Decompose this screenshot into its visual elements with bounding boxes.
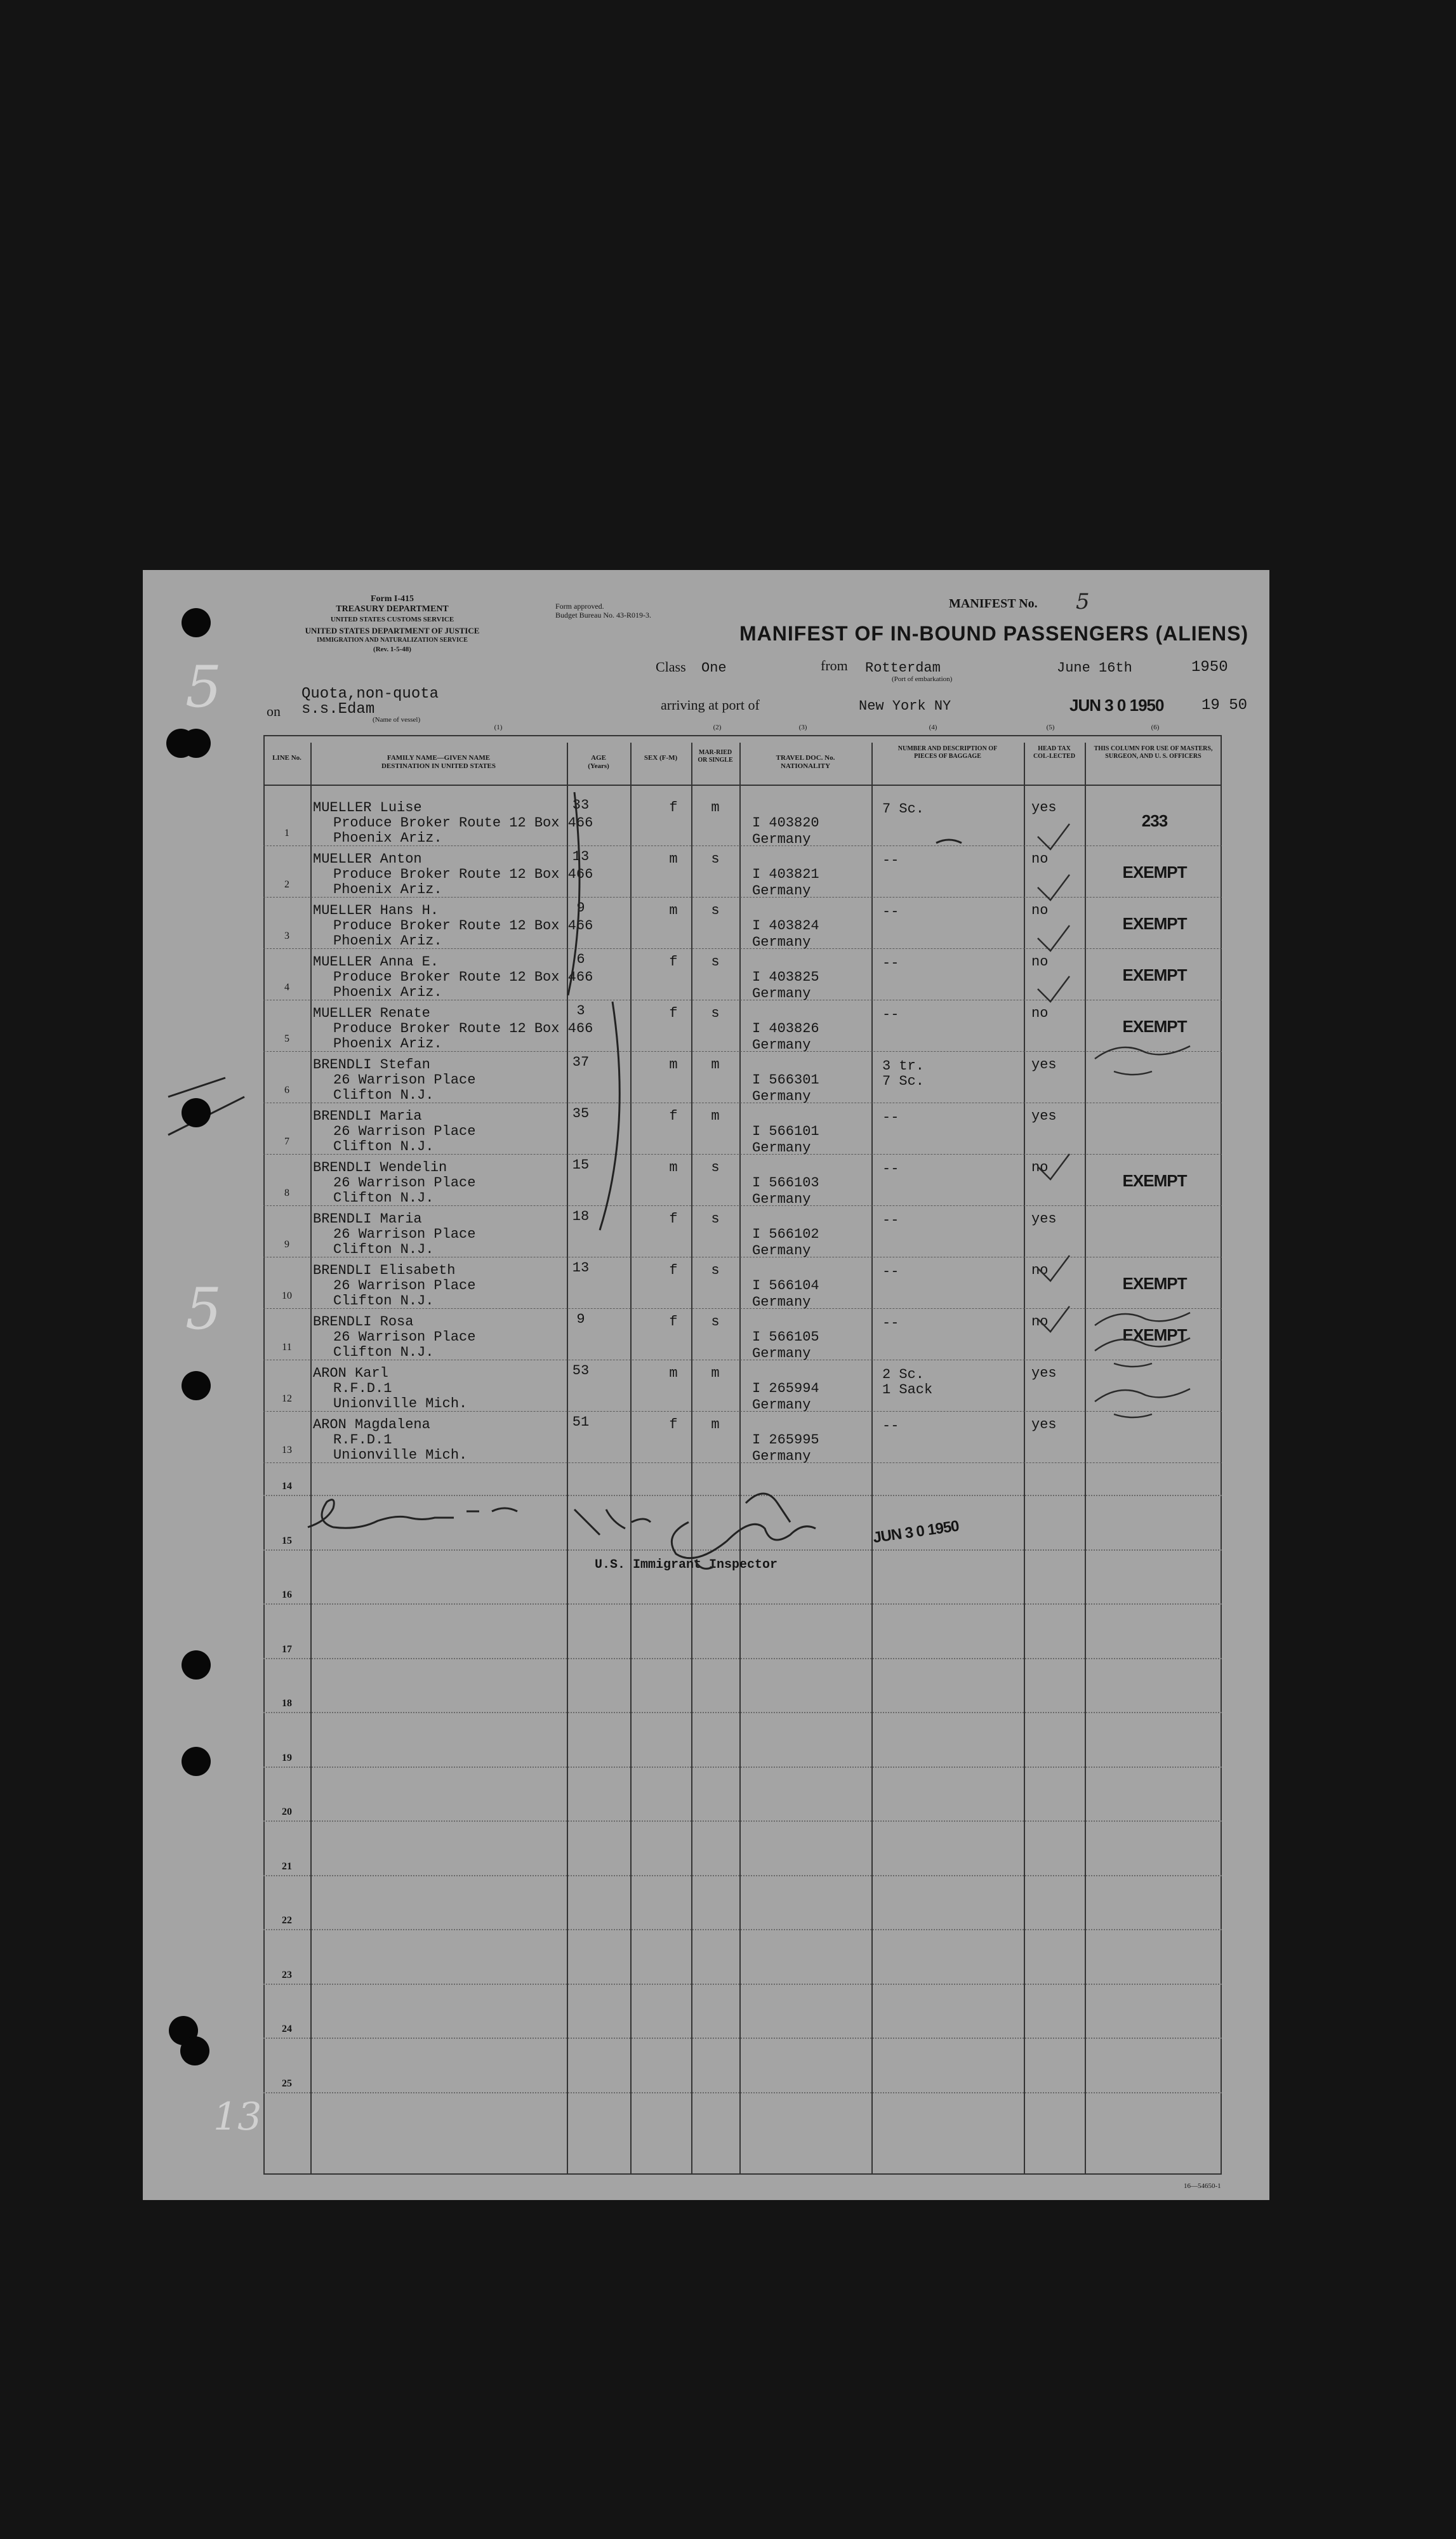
baggage-1: -- <box>882 1110 899 1125</box>
travel-doc: I 566104 <box>752 1278 819 1294</box>
line-number: 12 <box>282 1393 292 1404</box>
passenger-age: 9 <box>576 1311 585 1327</box>
arriving-port: New York NY <box>859 698 951 714</box>
vessel-note: (Name of vessel) <box>373 716 421 724</box>
binder-hole <box>182 729 211 758</box>
nationality: Germany <box>752 1397 811 1413</box>
passenger-name: BRENDLI Wendelin <box>313 1160 447 1176</box>
passenger-destination: 26 Warrison Place <box>333 1329 476 1345</box>
passenger-marital: m <box>711 1057 720 1073</box>
travel-doc: I 403824 <box>752 918 819 934</box>
nationality: Germany <box>752 986 811 1002</box>
nationality: Germany <box>752 1140 811 1156</box>
line-number: 6 <box>284 1085 289 1096</box>
colnum-3: (3) <box>798 724 807 731</box>
line-number: 5 <box>284 1033 289 1044</box>
nationality: Germany <box>752 934 811 950</box>
baggage-1: -- <box>882 1007 899 1023</box>
footer-date-stamp: JUN 3 0 1950 <box>871 1517 960 1547</box>
line-number: 9 <box>284 1239 289 1250</box>
departure-date: June 16th <box>1057 660 1132 676</box>
travel-doc: I 566102 <box>752 1226 819 1242</box>
passenger-city: Clifton N.J. <box>333 1344 434 1360</box>
officer-note: EXEMPT <box>1122 1274 1187 1293</box>
passenger-age: 13 <box>572 1260 590 1276</box>
form-number: Form I-415 <box>370 594 414 604</box>
binder-hole <box>182 608 211 637</box>
departure-year: 1950 <box>1191 659 1228 676</box>
line-number: 15 <box>282 1535 292 1546</box>
budget-bureau: Budget Bureau No. 43-R019-3. <box>555 611 651 620</box>
head-tax: no <box>1031 1263 1049 1278</box>
line-number: 3 <box>284 931 289 941</box>
officer-note: 233 <box>1141 811 1168 830</box>
col-header-age: AGE (Years) <box>588 754 609 770</box>
head-tax: no <box>1031 954 1049 970</box>
passenger-city: Phoenix Ariz. <box>333 984 442 1000</box>
margin-mark-mid: 5 <box>185 1276 222 1342</box>
from-label: from <box>821 658 848 673</box>
passenger-marital: s <box>711 954 720 970</box>
passenger-city: Unionville Mich. <box>333 1396 468 1412</box>
passenger-age: 33 <box>572 797 590 813</box>
passenger-age: 53 <box>572 1363 590 1379</box>
passenger-name: MUELLER Anna E. <box>313 954 439 970</box>
passenger-city: Phoenix Ariz. <box>333 1036 442 1052</box>
baggage-1: -- <box>882 1264 899 1280</box>
passenger-sex: m <box>669 1160 678 1176</box>
head-tax: yes <box>1031 1417 1057 1433</box>
form-code: 16—54650-1 <box>1184 2182 1221 2190</box>
line-number: 18 <box>282 1698 292 1709</box>
passenger-marital: s <box>711 851 720 867</box>
passenger-sex: f <box>669 1005 678 1021</box>
line-number: 2 <box>284 879 289 890</box>
travel-doc: I 403820 <box>752 815 819 831</box>
line-number: 7 <box>284 1136 289 1147</box>
col-header-use: THIS COLUMN FOR USE OF MASTERS, SURGEON, AND U. S. OFFICERS <box>1094 745 1213 760</box>
line-number: 24 <box>282 2024 292 2034</box>
travel-doc: I 403825 <box>752 969 819 985</box>
line-number: 11 <box>282 1342 292 1353</box>
rev-line: (Rev. 1-5-48) <box>373 646 411 653</box>
officer-note: EXEMPT <box>1122 1017 1187 1036</box>
baggage-1: -- <box>882 955 899 971</box>
passenger-age: 35 <box>572 1106 590 1122</box>
passenger-sex: m <box>669 903 678 918</box>
head-tax: yes <box>1031 1057 1057 1073</box>
inspector-signature <box>672 1522 816 1568</box>
head-tax: yes <box>1031 800 1057 816</box>
travel-doc: I 566101 <box>752 1124 819 1139</box>
class-value: One <box>701 660 727 676</box>
passenger-sex: m <box>669 851 678 867</box>
passenger-name: MUELLER Hans H. <box>313 903 439 918</box>
ins-line: IMMIGRATION AND NATURALIZATION SERVICE <box>317 637 468 644</box>
col-header-name: FAMILY NAME—GIVEN NAME DESTINATION IN UNITED STATES <box>381 754 496 770</box>
nationality: Germany <box>752 832 811 847</box>
on-label: on <box>267 703 281 719</box>
travel-doc: I 265994 <box>752 1381 819 1396</box>
passenger-destination: Produce Broker Route 12 Box 466 <box>333 815 593 831</box>
from-value: Rotterdam <box>865 660 941 676</box>
travel-doc: I 566301 <box>752 1072 819 1088</box>
line-number: 22 <box>282 1915 292 1926</box>
nationality: Germany <box>752 1294 811 1310</box>
arrival-year: 19 50 <box>1201 697 1248 714</box>
margin-mark-top: 5 <box>185 654 222 720</box>
passenger-name: ARON Magdalena <box>313 1417 430 1433</box>
travel-doc: I 566103 <box>752 1175 819 1191</box>
binder-hole <box>182 1371 211 1400</box>
passenger-name: MUELLER Renate <box>313 1005 430 1021</box>
passenger-city: Unionville Mich. <box>333 1447 468 1463</box>
embark-note: (Port of embarkation) <box>892 675 953 683</box>
passenger-age: 3 <box>576 1003 585 1019</box>
travel-doc: I 403826 <box>752 1021 819 1037</box>
officer-note: EXEMPT <box>1122 1325 1187 1344</box>
baggage-1: -- <box>882 1161 899 1177</box>
colnum-1: (1) <box>494 724 503 731</box>
passenger-sex: m <box>669 1365 678 1381</box>
baggage-1: -- <box>882 1418 899 1434</box>
passenger-name: MUELLER Luise <box>313 800 422 816</box>
officer-note-6 <box>1095 1046 1190 1075</box>
passenger-name: BRENDLI Maria <box>313 1108 422 1124</box>
class-label: Class <box>656 659 686 675</box>
vessel-name: s.s.Edam <box>301 701 375 718</box>
line-number: 1 <box>284 828 289 839</box>
officer-note-11 <box>1095 1313 1190 1325</box>
nationality: Germany <box>752 1346 811 1362</box>
bracket-mark-2 <box>600 1002 619 1230</box>
nationality: Germany <box>752 1089 811 1104</box>
inspector-label: U.S. Immigrant Inspector <box>595 1558 778 1572</box>
binder-hole <box>182 1650 211 1680</box>
passenger-marital: m <box>711 1108 720 1124</box>
passenger-age: 37 <box>572 1054 590 1070</box>
tax-check-11 <box>1038 1306 1069 1332</box>
binder-hole <box>180 2036 209 2065</box>
passenger-age: 6 <box>576 951 585 967</box>
passenger-sex: f <box>669 1263 678 1278</box>
passenger-name: BRENDLI Rosa <box>313 1314 414 1330</box>
margin-mark-bottom: 13 <box>213 2095 262 2139</box>
passenger-name: MUELLER Anton <box>313 851 422 867</box>
line-number: 20 <box>282 1806 292 1817</box>
passenger-age: 13 <box>572 849 590 865</box>
baggage-1: -- <box>882 1315 899 1331</box>
doj-line: UNITED STATES DEPARTMENT OF JUSTICE <box>305 626 480 635</box>
tax-check-3 <box>1038 875 1069 900</box>
baggage-1: 7 Sc. <box>882 801 925 817</box>
col-header-headtax: HEAD TAX COL-LECTED <box>1033 745 1076 760</box>
nationality: Germany <box>752 1037 811 1053</box>
passenger-destination: Produce Broker Route 12 Box 466 <box>333 1021 593 1037</box>
customs-service: UNITED STATES CUSTOMS SERVICE <box>330 616 454 623</box>
manifest-no-value: 5 <box>1076 589 1090 614</box>
line-number: 17 <box>282 1643 292 1655</box>
form-approved: Form approved. <box>555 602 604 611</box>
passenger-marital: s <box>711 1314 720 1330</box>
baggage-1: -- <box>882 1212 899 1228</box>
col-header-sex: SEX (F-M) <box>644 754 678 762</box>
travel-doc: I 566105 <box>752 1329 819 1345</box>
passenger-city: Phoenix Ariz. <box>333 933 442 949</box>
passenger-name: BRENDLI Stefan <box>313 1057 430 1073</box>
passenger-destination: 26 Warrison Place <box>333 1278 476 1294</box>
travel-doc: I 403821 <box>752 866 819 882</box>
head-tax: yes <box>1031 1365 1057 1381</box>
col-header-married: MAR-RIED OR SINGLE <box>698 749 733 764</box>
initials-mark <box>574 1509 651 1535</box>
passenger-marital: s <box>711 1160 720 1176</box>
baggage-1: 3 tr. <box>882 1058 925 1074</box>
baggage-1: 2 Sc. <box>882 1367 925 1382</box>
passenger-age: 15 <box>572 1157 590 1173</box>
tax-check-2 <box>1038 824 1069 849</box>
passenger-sex: f <box>669 1108 678 1124</box>
passenger-city: Clifton N.J. <box>333 1242 434 1257</box>
arrival-date-stamp: JUN 3 0 1950 <box>1069 696 1164 715</box>
quota-status: Quota,non-quota <box>301 686 439 703</box>
treasury-dept: TREASURY DEPARTMENT <box>336 604 449 614</box>
passenger-marital: s <box>711 1211 720 1227</box>
head-tax: no <box>1031 903 1049 918</box>
nationality: Germany <box>752 1448 811 1464</box>
passenger-name: BRENDLI Elisabeth <box>313 1263 456 1278</box>
line-number: 10 <box>282 1290 292 1301</box>
baggage-2: 7 Sc. <box>882 1073 925 1089</box>
passenger-destination: R.F.D.1 <box>333 1381 392 1396</box>
passenger-marital: m <box>711 800 720 816</box>
passenger-destination: 26 Warrison Place <box>333 1072 476 1088</box>
officer-note: EXEMPT <box>1122 914 1187 933</box>
officer-note-12 <box>1095 1338 1190 1367</box>
col-header-line: LINE No. <box>272 754 301 762</box>
passenger-destination: 26 Warrison Place <box>333 1175 476 1191</box>
tax-check-4 <box>1038 925 1069 951</box>
passenger-city: Phoenix Ariz. <box>333 882 442 898</box>
officer-note-13 <box>1095 1389 1190 1417</box>
col-header-baggage: NUMBER AND DESCRIPTION OF PIECES OF BAGGAGE <box>897 745 998 760</box>
passenger-age: 18 <box>572 1209 590 1224</box>
passenger-destination: Produce Broker Route 12 Box 466 <box>333 918 593 934</box>
passenger-city: Clifton N.J. <box>333 1139 434 1155</box>
head-tax: yes <box>1031 1211 1057 1227</box>
passenger-marital: s <box>711 1263 720 1278</box>
line-number: 23 <box>282 1969 292 1980</box>
travel-doc: I 265995 <box>752 1432 819 1448</box>
officer-note: EXEMPT <box>1122 1171 1187 1190</box>
line-number: 21 <box>282 1860 292 1872</box>
colnum-6: (6) <box>1151 724 1160 731</box>
line-number: 8 <box>284 1188 289 1198</box>
passenger-city: Clifton N.J. <box>333 1190 434 1206</box>
passenger-sex: m <box>669 1057 678 1073</box>
nationality: Germany <box>752 1243 811 1259</box>
binder-hole <box>182 1747 211 1776</box>
head-tax: no <box>1031 1160 1049 1176</box>
passenger-marital: m <box>711 1365 720 1381</box>
arriving-label: arriving at port of <box>661 697 760 713</box>
line-number: 13 <box>282 1445 292 1455</box>
passenger-destination: Produce Broker Route 12 Box 466 <box>333 866 593 882</box>
passenger-marital: s <box>711 903 720 918</box>
passenger-name: ARON Karl <box>313 1365 388 1381</box>
passenger-sex: f <box>669 800 678 816</box>
passenger-age: 51 <box>572 1414 590 1430</box>
baggage-1: -- <box>882 904 899 920</box>
head-tax: yes <box>1031 1108 1057 1124</box>
officer-note: EXEMPT <box>1122 965 1187 984</box>
officer-note: EXEMPT <box>1122 863 1187 882</box>
nationality: Germany <box>752 883 811 899</box>
passenger-city: Clifton N.J. <box>333 1293 434 1309</box>
head-tax: no <box>1031 1005 1049 1021</box>
inspector-signature-left <box>308 1500 517 1528</box>
passenger-marital: m <box>711 1417 720 1433</box>
passenger-sex: f <box>669 954 678 970</box>
baggage-1: -- <box>882 852 899 868</box>
passenger-marital: s <box>711 1005 720 1021</box>
passenger-destination: Produce Broker Route 12 Box 466 <box>333 969 593 985</box>
passenger-city: Clifton N.J. <box>333 1087 434 1103</box>
line-number: 14 <box>282 1481 292 1492</box>
passenger-sex: f <box>669 1211 678 1227</box>
tax-check-8 <box>1038 1154 1069 1179</box>
colnum-4: (4) <box>929 724 937 731</box>
passenger-city: Phoenix Ariz. <box>333 830 442 846</box>
colnum-5: (5) <box>1046 724 1055 731</box>
binder-hole <box>182 1098 211 1127</box>
manifest-no-label: MANIFEST No. <box>949 597 1038 611</box>
passenger-destination: R.F.D.1 <box>333 1432 392 1448</box>
passenger-sex: f <box>669 1417 678 1433</box>
bracket-mark-1 <box>568 792 579 995</box>
tax-check-10 <box>1038 1256 1069 1281</box>
head-tax: no <box>1031 851 1049 867</box>
head-tax: no <box>1031 1314 1049 1330</box>
line-number: 16 <box>282 1589 292 1600</box>
line-number: 4 <box>284 982 289 993</box>
colnum-2: (2) <box>713 724 722 731</box>
passenger-age: 9 <box>576 900 585 916</box>
nationality: Germany <box>752 1191 811 1207</box>
manifest-page <box>143 570 1269 2200</box>
col-header-travel: TRAVEL DOC. No. NATIONALITY <box>776 754 835 770</box>
manifest-title: MANIFEST OF IN-BOUND PASSENGERS (ALIENS) <box>739 622 1249 645</box>
line-number: 25 <box>282 2078 292 2089</box>
passenger-destination: 26 Warrison Place <box>333 1226 476 1242</box>
line-number: 19 <box>282 1752 292 1763</box>
passenger-name: BRENDLI Maria <box>313 1211 422 1227</box>
passenger-destination: 26 Warrison Place <box>333 1124 476 1139</box>
tax-check-5 <box>1038 976 1069 1002</box>
handwriting-ink <box>143 570 1269 2200</box>
baggage-2: 1 Sack <box>882 1382 933 1398</box>
passenger-sex: f <box>669 1314 678 1330</box>
